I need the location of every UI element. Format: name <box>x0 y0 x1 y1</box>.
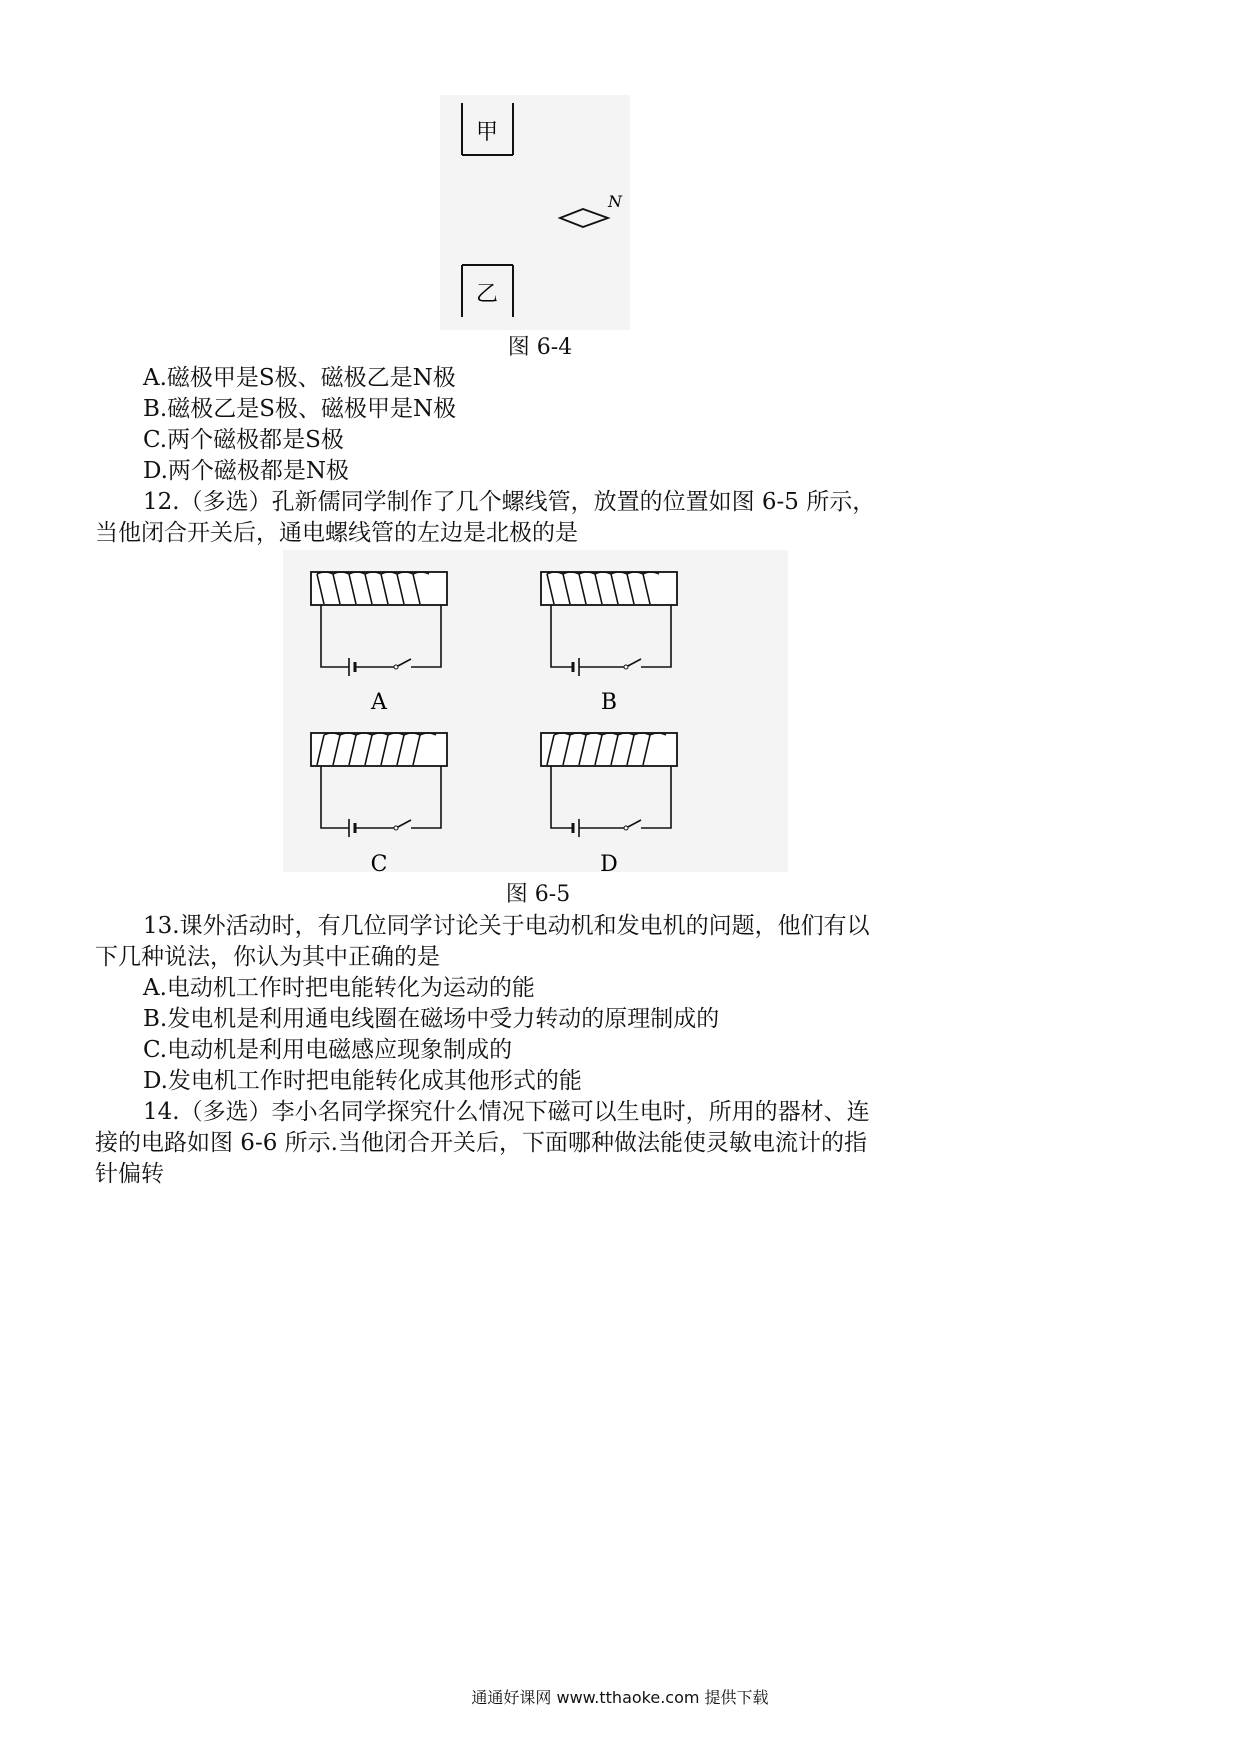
q11-option-c: C.两个磁极都是S极 <box>143 427 344 453</box>
q12-line-2: 当他闭合开关后，通电螺线管的左边是北极的是 <box>95 520 578 546</box>
pole-label-yi: 乙 <box>475 282 499 307</box>
figure-6-5-caption: 图 6-5 <box>505 882 571 907</box>
solenoid-label-b: B <box>600 690 618 715</box>
q13-option-a: A.电动机工作时把电能转化为运动的能 <box>143 975 535 1001</box>
needle-n-label: N <box>608 192 622 211</box>
q13-option-b: B.发电机是利用通电线圈在磁场中受力转动的原理制成的 <box>143 1006 720 1032</box>
q13-line-2: 下几种说法，你认为其中正确的是 <box>95 944 440 970</box>
q13-option-c: C.电动机是利用电磁感应现象制成的 <box>143 1037 513 1063</box>
q11-option-b: B.磁极乙是S极、磁极甲是N极 <box>143 396 457 422</box>
q11-option-d: D.两个磁极都是N极 <box>143 458 350 484</box>
q13-option-d: D.发电机工作时把电能转化成其他形式的能 <box>143 1068 582 1094</box>
solenoid-label-a: A <box>371 690 387 715</box>
q12-line-1: 12.（多选）孔新儒同学制作了几个螺线管，放置的位置如图 6-5 所示， <box>143 489 876 515</box>
figure-6-4-caption: 图 6-4 <box>507 335 573 360</box>
solenoid-label-c: C <box>370 852 388 875</box>
q14-line-2: 接的电路如图 6-6 所示.当他闭合开关后，下面哪种做法能使灵敏电流计的指 <box>95 1130 867 1156</box>
q14-line-1: 14.（多选）李小名同学探究什么情况下磁可以生电时，所用的器材、连 <box>143 1099 870 1125</box>
pole-label-jia: 甲 <box>475 120 499 145</box>
figure-6-4 <box>440 95 640 335</box>
figure-6-5 <box>283 550 793 875</box>
solenoid-label-d: D <box>600 852 618 875</box>
q13-line-1: 13.课外活动时，有几位同学讨论关于电动机和发电机的问题，他们有以 <box>143 913 870 939</box>
q14-line-3: 针偏转 <box>95 1161 164 1187</box>
page-footer: 通通好课网 www.tthaoke.com 提供下载 <box>471 1688 769 1707</box>
q11-option-a: A.磁极甲是S极、磁极乙是N极 <box>143 365 456 391</box>
